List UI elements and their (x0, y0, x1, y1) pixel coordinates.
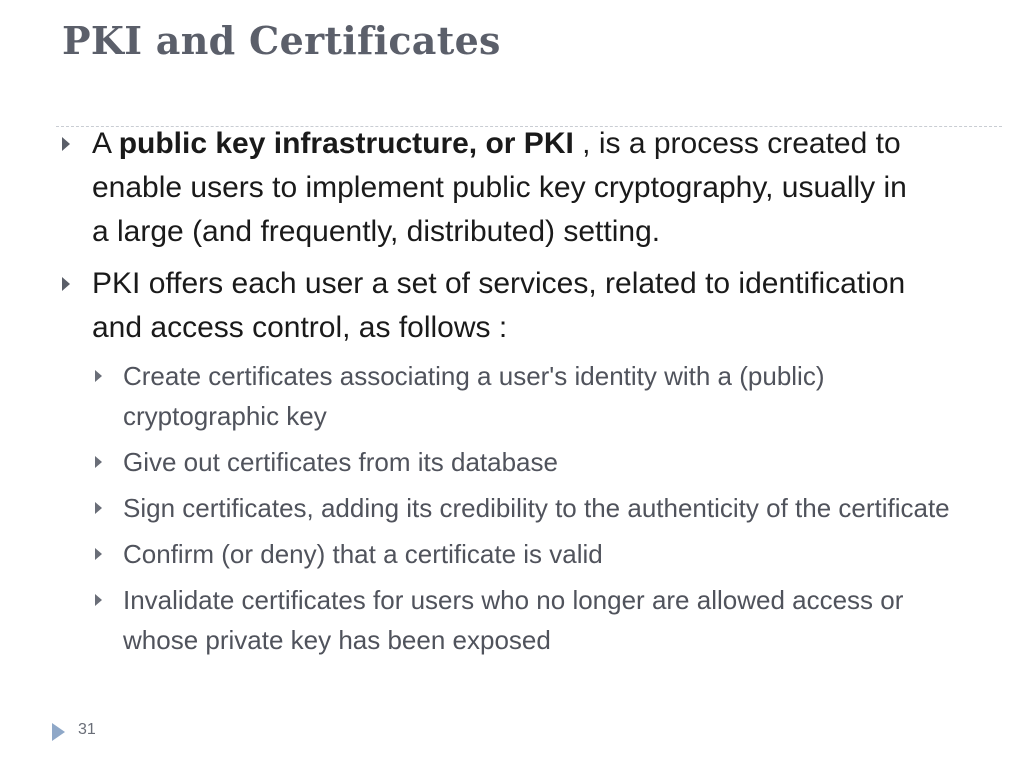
page-number: 31 (78, 721, 96, 738)
bullet-text: , is a process created to enable users to implement public key cryptography, usually in a large (and frequently, distributed) setting. (92, 127, 907, 248)
subbullet-triangle-icon (95, 370, 102, 382)
subbullet-text: Sign certificates, adding its credibility to the authenticity of the certificate (123, 493, 950, 523)
bullet-text: PKI offers each user a set of services, related to identification and access control, as follows : (92, 267, 906, 344)
bullet-triangle-icon (62, 277, 70, 291)
subbullet-text: Invalidate certificates for users who no longer are allowed access or whose private key has been exposed (123, 585, 904, 655)
subbullet-item (0, 488, 1024, 528)
bullet-triangle-icon (62, 137, 70, 151)
slide-content (0, 122, 1024, 660)
subbullet-text: Create certificates associating a user's identity with a (public) cryptographic key (123, 361, 825, 431)
subbullet-triangle-icon (95, 502, 102, 514)
subbullet-item (0, 534, 1024, 574)
subbullet-item (0, 442, 1024, 482)
bullet-item (0, 122, 1024, 254)
footer-arrow-icon (52, 723, 65, 741)
bullet-bold-term: public key infrastructure, or PKI (118, 127, 574, 160)
subbullet-item (0, 580, 1024, 660)
subbullet-triangle-icon (95, 594, 102, 606)
bullet-prefix: A (92, 127, 119, 160)
bullet-item (0, 262, 1024, 350)
subbullet-triangle-icon (95, 548, 102, 560)
slide-title: PKI and Certificates (62, 18, 501, 63)
subbullet-text: Confirm (or deny) that a certificate is valid (123, 539, 603, 569)
subbullet-text: Give out certificates from its database (123, 447, 558, 477)
subbullet-triangle-icon (95, 456, 102, 468)
subbullet-item (0, 356, 1024, 436)
